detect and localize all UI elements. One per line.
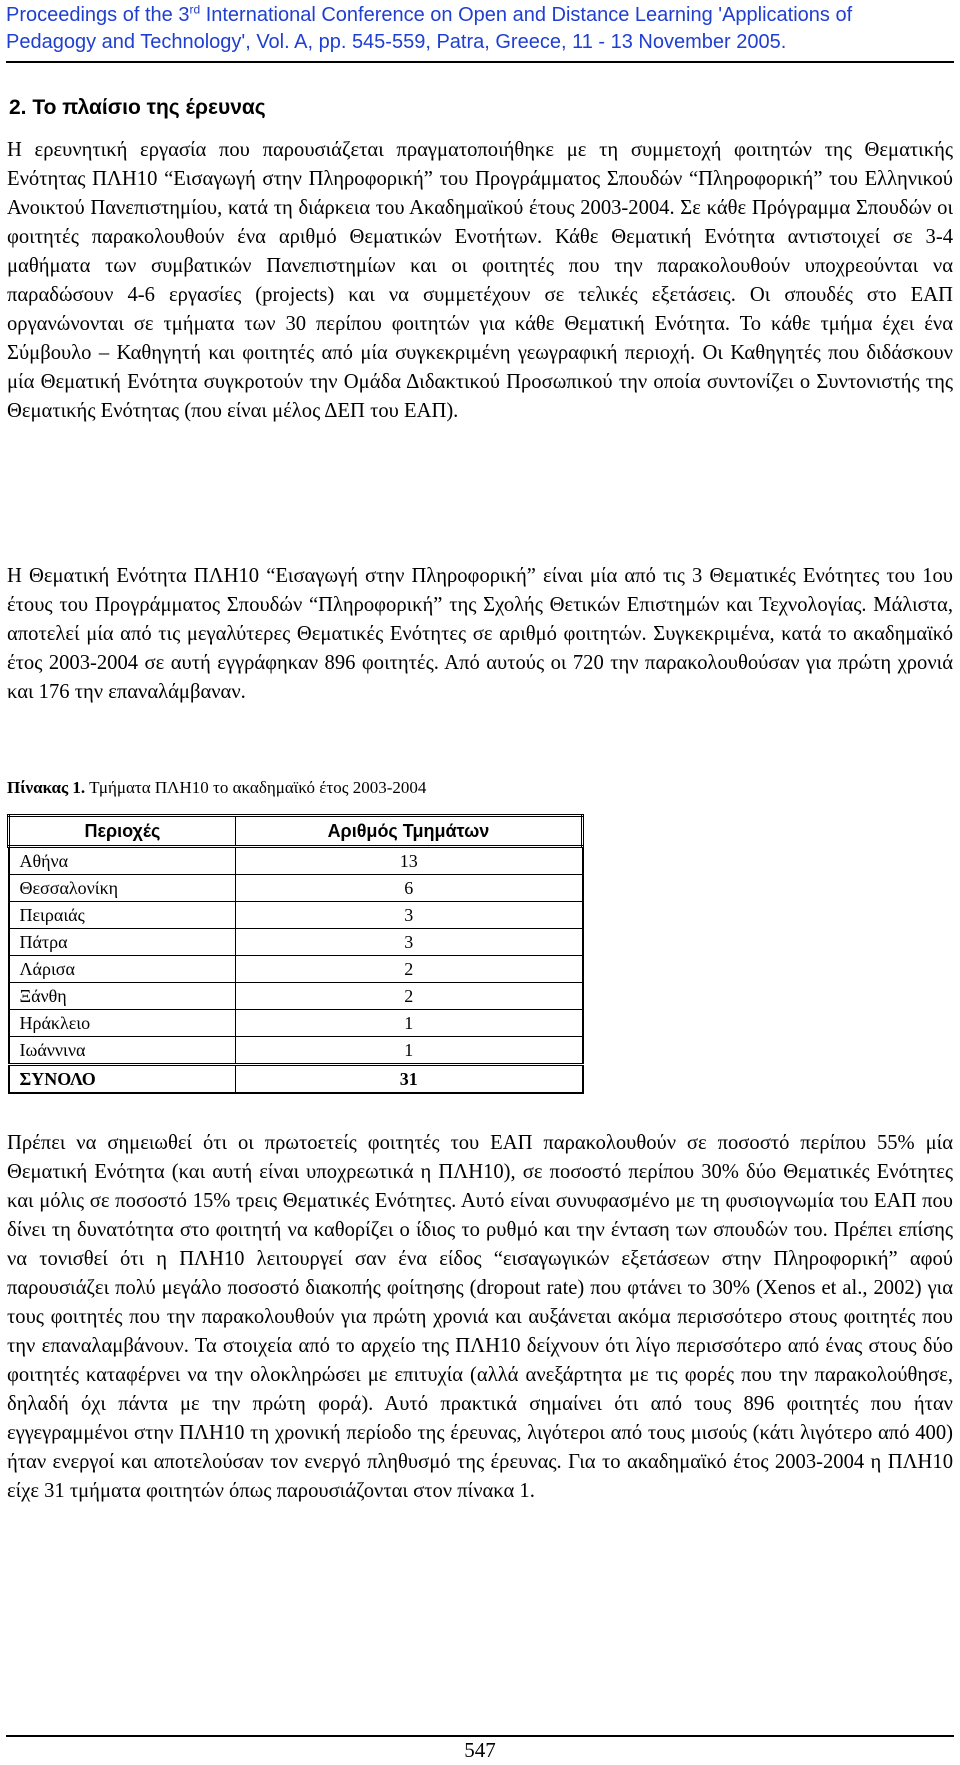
region-cell: Θεσσαλονίκη bbox=[9, 875, 236, 902]
region-cell: Ξάνθη bbox=[9, 983, 236, 1010]
region-cell: Ιωάννινα bbox=[9, 1037, 236, 1065]
region-cell: Πειραιάς bbox=[9, 902, 236, 929]
paragraph-course-enrollment: Η Θεματική Ενότητα ΠΛΗ10 “Εισαγωγή στην Πληροφορική” είναι μία από τις 3 Θεματικές Ενότητες του 1ου έτους του Προγράμματος Σπουδών “Πληροφορική” της Σχολής Θετικών Επιστημών και Τεχνολογίας. Μάλιστα, αποτελεί μία από τις μεγαλύτερες Θεματικές Ενότητες σε αριθμό φοιτητών. Συγκεκριμένα, κατά το ακαδημαϊκό έτος 2003-2004 σε αυτή εγγράφηκαν 896 φοιτητές. Από αυτούς οι 720 την παρακολουθούσαν για πρώτη χρονιά και 176 την επαναλάμβαναν. bbox=[7, 565, 953, 703]
region-cell: Λάρισα bbox=[9, 956, 236, 983]
column-header-unit-count: Αριθμός Τμημάτων bbox=[235, 816, 582, 847]
table-caption-label: Πίνακας 1. bbox=[7, 778, 86, 797]
header-divider bbox=[6, 61, 954, 63]
table-row bbox=[9, 902, 583, 929]
column-header-regions: Περιοχές bbox=[9, 816, 236, 847]
region-cell: Ηράκλειο bbox=[9, 1010, 236, 1037]
unit-count-cell: 1 bbox=[235, 1010, 582, 1037]
proceedings-header bbox=[6, 2, 954, 56]
header-line-2: Pedagogy and Technology', Vol. A, pp. 545-559, Patra, Greece, 11 - 13 November 2005. bbox=[6, 31, 787, 53]
table-caption-text: Τμήματα ΠΛΗ10 το ακαδημαϊκό έτος 2003-2004 bbox=[85, 778, 427, 797]
table-row bbox=[9, 983, 583, 1010]
table-body bbox=[9, 847, 583, 1065]
table-row bbox=[9, 956, 583, 983]
unit-count-cell: 2 bbox=[235, 983, 582, 1010]
region-cell: Πάτρα bbox=[9, 929, 236, 956]
header-line-1-end: International Conference on Open and Distance Learning 'Applications of bbox=[200, 4, 853, 26]
table-row bbox=[9, 1010, 583, 1037]
unit-count-cell: 2 bbox=[235, 956, 582, 983]
section-title: 2. Το πλαίσιο της έρευνας bbox=[9, 96, 266, 119]
total-label: ΣΥΝΟΛΟ bbox=[9, 1065, 236, 1094]
paragraph-student-statistics: Πρέπει να σημειωθεί ότι οι πρωτοετείς φοιτητές του ΕΑΠ παρακολουθούν σε ποσοστό περίπου 55% μία Θεματική Ενότητα (και αυτή είναι υποχρεωτικά η ΠΛΗ10), σε ποσοστό περίπου 30% δύο Θεματικές Ενότητες και μόλις σε ποσοστό 15% τρεις Θεματικές Ενότητες. Αυτό είναι συνυφασμένο με τη φυσιογνωμία του ΕΑΠ που δίνει τη δυνατότητα στο φοιτητή να καθορίζει ο ίδιος το ρυθμό και την ένταση των σπουδών του. Πρέπει επίσης να τονισθεί ότι η ΠΛΗ10 λειτουργεί σαν ένα είδος “εισαγωγικών εξετάσεων στην Πληροφορική” αφού παρουσιάζει πολύ μεγάλο ποσοστό διακοπής φοίτησης (dropout rate) που φτάνει το 30% (Xenos et al., 2002) για τους φοιτητές που την παρακολουθούν για πρώτη χρονιά και αυξάνεται ακόμα περισσότερο στους φοιτητές που την επαναλαμβάνουν. Τα στοιχεία από το αρχείο της ΠΛΗ10 δείχνουν ότι λίγο περισσότερο από ένας στους δύο φοιτητές καταφέρνει να την ολοκληρώσει με επιτυχία (αλλά ανεξάρτητα με τις φορές που την παρακολούθησε, δηλαδή όχι πάντα με την πρώτη φορά). Αυτό πρακτικά σημαίνει ότι από τους 896 φοιτητές που ήταν εγγεγραμμένοι στην ΠΛΗ10 τη χρονική περίοδο της έρευνας, λιγότεροι από τους μισούς (κάτι λιγότερο από 400) ήταν ενεργοί και αποτελούσαν τον ενεργό πληθυσμό της έρευνας. Για το ακαδημαϊκό έτος 2003-2004 η ΠΛΗ10 είχε 31 τμήματα φοιτητών όπως παρουσιάζονται στον πίνακα 1. bbox=[7, 1132, 953, 1502]
table-caption bbox=[7, 776, 426, 800]
paragraph-research-framework: Η ερευνητική εργασία που παρουσιάζεται πραγματοποιήθηκε με τη συμμετοχή φοιτητών της Θεματικής Ενότητας ΠΛΗ10 “Εισαγωγή στην Πληροφορική” του Προγράμματος Σπουδών “Πληροφορική” του Ελληνικού Ανοικτού Πανεπιστημίου, κατά τη διάρκεια του Ακαδημαϊκού έτους 2003-2004. Σε κάθε Πρόγραμμα Σπουδών οι φοιτητές παρακολουθούν ένα αριθμό Θεματικών Ενοτήτων. Κάθε Θεματική Ενότητα αντιστοιχεί σε 3-4 μαθήματα των συμβατικών Πανεπιστημίων και οι φοιτητές που την παρακολουθούν υποχρεούνται να παραδώσουν 4-6 εργασίες (projects) και να συμμετέχουν σε τελικές εξετάσεις. Οι σπουδές στο ΕΑΠ οργανώνονται σε τμήματα των 30 περίπου φοιτητών για κάθε Θεματική Ενότητα. Το κάθε τμήμα έχει ένα Σύμβουλο – Καθηγητή και φοιτητές από μία συγκεκριμένη γεωγραφική περιοχή. Οι Καθηγητές που διδάσκουν μία Θεματική Ενότητα συγκροτούν την Ομάδα Διδακτικού Προσωπικού την οποία συντονίζει ο Συντονιστής της Θεματικής Ενότητας (που είναι μέλος ΔΕΠ του ΕΑΠ). bbox=[7, 139, 953, 422]
unit-count-cell: 1 bbox=[235, 1037, 582, 1065]
table-row bbox=[9, 875, 583, 902]
page-number: 547 bbox=[464, 1738, 496, 1762]
unit-count-cell: 6 bbox=[235, 875, 582, 902]
table-total-row bbox=[9, 1065, 583, 1094]
table-row bbox=[9, 1037, 583, 1065]
header-line-1 bbox=[6, 2, 954, 29]
table-row bbox=[9, 929, 583, 956]
unit-count-cell: 3 bbox=[235, 902, 582, 929]
region-cell: Αθήνα bbox=[9, 847, 236, 875]
table-header-row bbox=[9, 816, 583, 847]
header-superscript: rd bbox=[189, 2, 201, 17]
units-table bbox=[7, 814, 584, 1094]
unit-count-cell: 3 bbox=[235, 929, 582, 956]
unit-count-cell: 13 bbox=[235, 847, 582, 875]
total-value: 31 bbox=[235, 1065, 582, 1094]
table-row bbox=[9, 847, 583, 875]
header-line-1-start: Proceedings of the 3 bbox=[6, 4, 190, 26]
